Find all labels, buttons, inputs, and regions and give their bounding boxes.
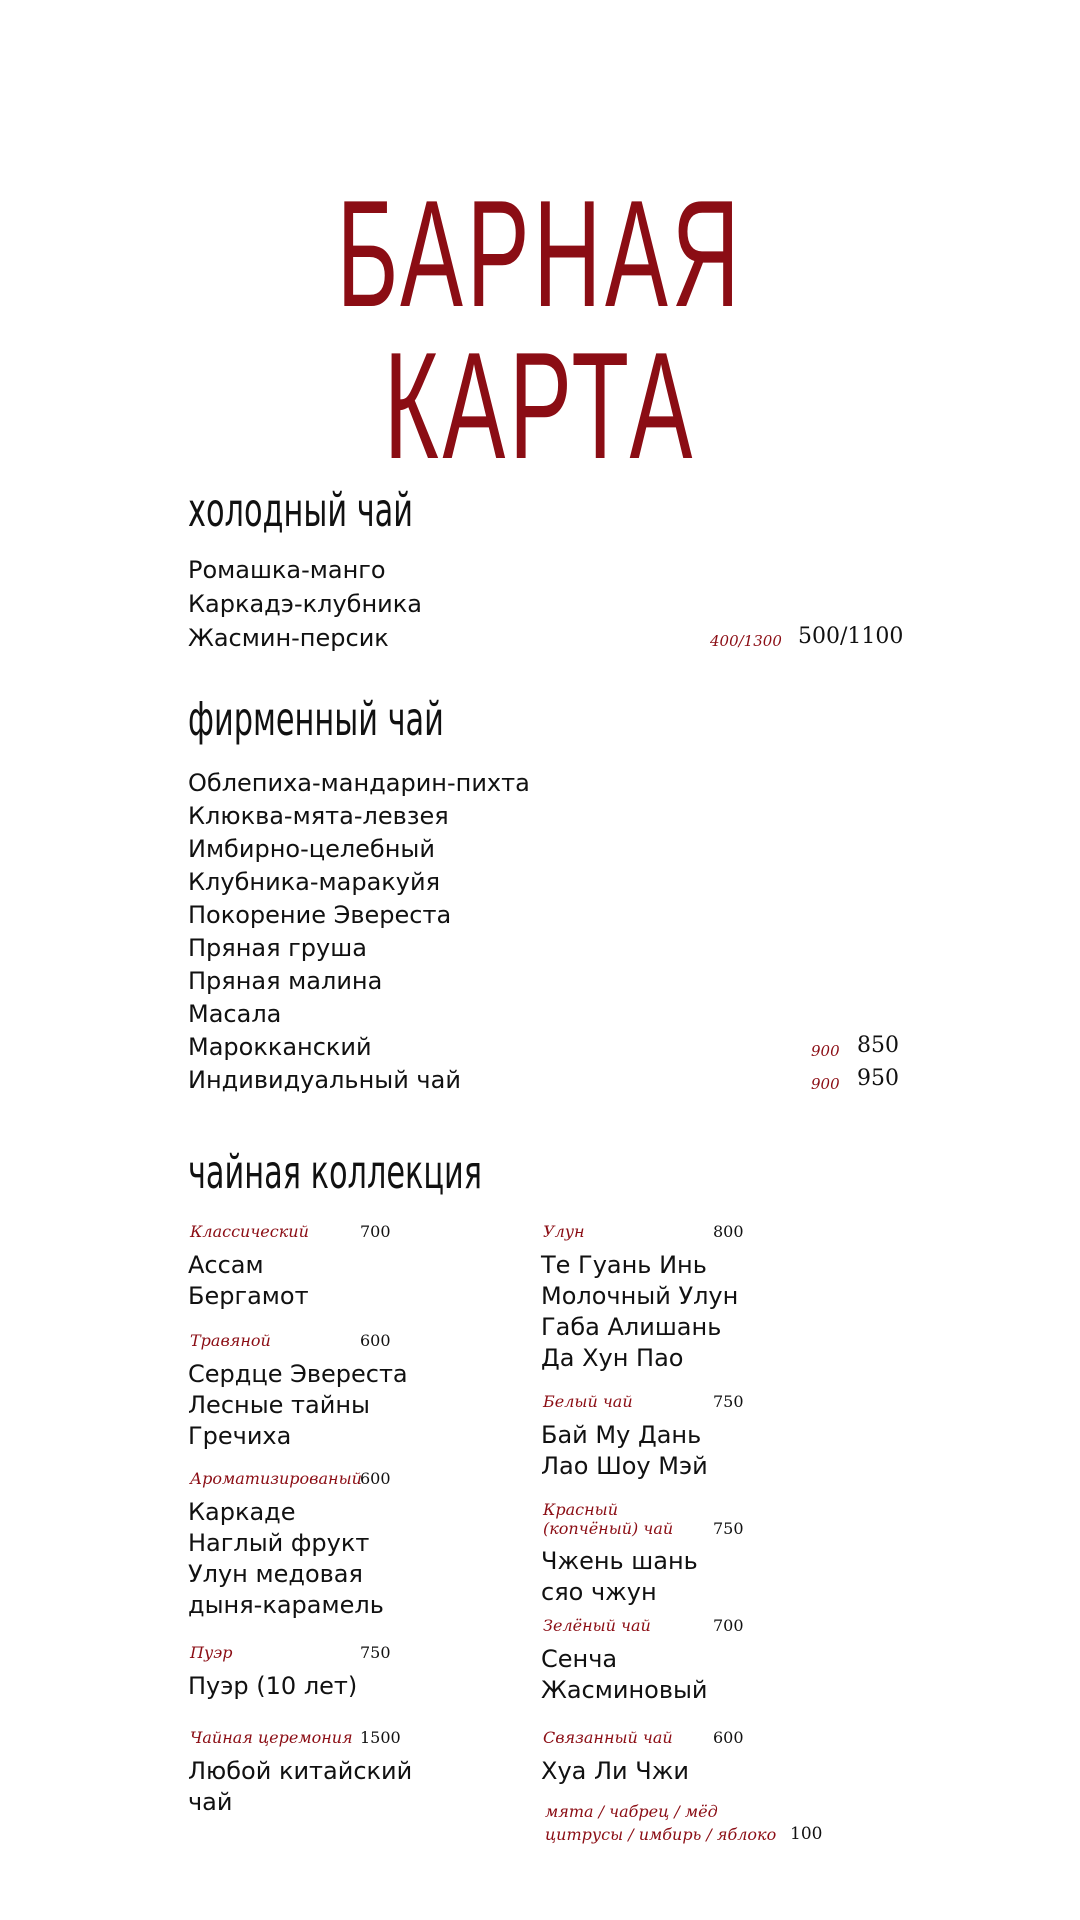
item-price-secondary: 900 [811,1042,840,1060]
tea-item: Пуэр (10 лет) [188,1672,358,1700]
tea-item: Бергамот [188,1282,309,1310]
menu-item: Индивидуальный чай [188,1066,461,1094]
menu-item: Ромашка-манго [188,556,386,584]
cold-tea-heading: холодный чай [188,483,413,537]
tea-item: Сенча [541,1645,618,1673]
tea-group-classic [188,1222,518,1312]
tea-item: Наглый фрукт [188,1529,370,1557]
tea-category-line2: (копчёный) чай [543,1519,674,1538]
menu-item: Имбирно-целебный [188,835,435,863]
tea-item: чай [188,1788,233,1816]
tea-category-price: 1500 [360,1728,401,1747]
tea-item: сяо чжун [541,1578,657,1606]
tea-group-red [541,1500,871,1608]
tea-group-white [541,1392,871,1482]
tea-item: Жасминовый [541,1676,708,1704]
menu-item: Марокканский [188,1033,372,1061]
addons-line: мята / чабрец / мёд [545,1802,718,1821]
tea-category: Классический [190,1222,309,1241]
tea-item: Каркаде [188,1498,296,1526]
tea-category-price: 600 [360,1331,391,1350]
tea-item: Да Хун Пао [541,1344,684,1372]
menu-item: Пряная малина [188,967,383,995]
tea-category: Пуэр [190,1643,233,1662]
tea-category-price: 750 [713,1519,744,1538]
tea-category: Ароматизированый [190,1469,362,1488]
cold-tea-price: 500/1100 [798,624,904,649]
menu-item: Облепиха-мандарин-пихта [188,769,530,797]
signature-tea-heading: фирменный чай [188,692,444,746]
tea-group-puer [188,1643,518,1702]
tea-item: Ассам [188,1251,264,1279]
menu-item: Пряная груша [188,934,367,962]
item-price: 850 [857,1033,899,1058]
tea-item: дыня-карамель [188,1591,384,1619]
tea-category-price: 700 [713,1616,744,1635]
item-price: 950 [857,1066,899,1091]
tea-category: Улун [543,1222,585,1241]
tea-collection-heading: чайная коллекция [188,1145,483,1199]
tea-group-bound [541,1728,871,1787]
tea-item: Лесные тайны [188,1391,370,1419]
item-price-secondary: 900 [811,1075,840,1093]
tea-item: Хуа Ли Чжи [541,1757,689,1785]
tea-item: Габа Алишань [541,1313,722,1341]
tea-item: Гречиха [188,1422,292,1450]
tea-group-ceremony [188,1728,518,1818]
menu-item: Каркадэ-клубника [188,590,422,618]
tea-item: Молочный Улун [541,1282,739,1310]
tea-group-green [541,1616,871,1706]
tea-category-price: 750 [713,1392,744,1411]
tea-item: Улун медовая [188,1560,363,1588]
tea-group-oolong [541,1222,871,1374]
addons-price: 100 [790,1824,823,1844]
tea-category: Травяной [190,1331,271,1350]
tea-category-price: 750 [360,1643,391,1662]
tea-category: Чайная церемония [190,1728,353,1747]
tea-addons [545,1800,905,1846]
tea-category: Красный [543,1500,618,1519]
menu-item: Клубника-маракуйя [188,868,441,896]
tea-item: Бай Му Дань [541,1421,702,1449]
tea-item: Чжень шань [541,1547,698,1575]
menu-item: Жасмин-персик [188,624,389,652]
tea-item: Те Гуань Инь [541,1251,707,1279]
tea-category-price: 800 [713,1222,744,1241]
tea-item: Любой китайский [188,1757,413,1785]
cold-tea-price-secondary: 400/1300 [710,632,782,650]
tea-category: Белый чай [543,1392,633,1411]
menu-item: Покорение Эвереста [188,901,452,929]
tea-category: Зелёный чай [543,1616,651,1635]
tea-item: Лао Шоу Мэй [541,1452,708,1480]
menu-title: БАРНАЯ КАРТА [336,169,744,491]
tea-category-price: 700 [360,1222,391,1241]
menu-item: Масала [188,1000,282,1028]
tea-group-herbal [188,1331,518,1452]
tea-category-price: 600 [713,1728,744,1747]
menu-item: Клюква-мята-левзея [188,802,449,830]
tea-category: Связанный чай [543,1728,673,1747]
tea-group-flavored [188,1469,518,1621]
tea-category-price: 600 [360,1469,391,1488]
addons-line: цитрусы / имбирь / яблоко [545,1825,777,1844]
tea-item: Сердце Эвереста [188,1360,408,1388]
